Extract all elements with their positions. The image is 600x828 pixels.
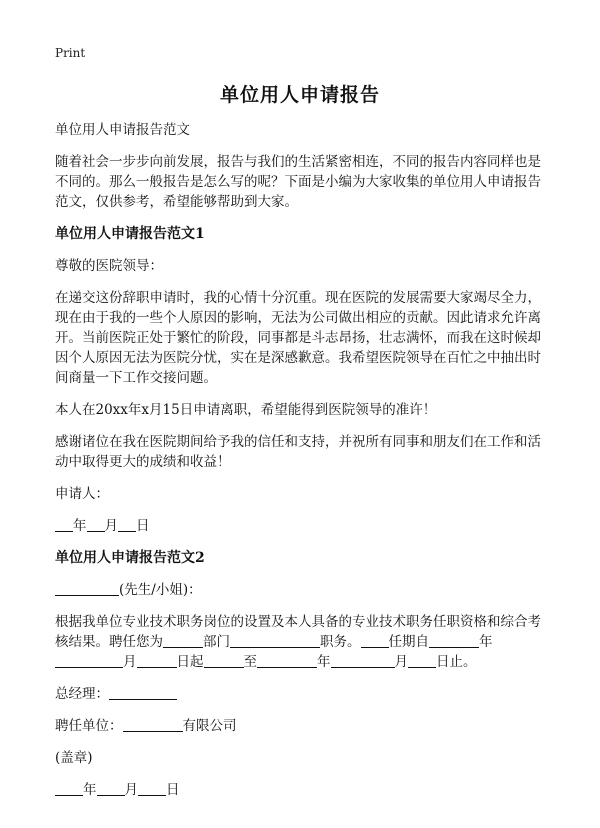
sample2-salutation	[55, 580, 550, 600]
blank	[97, 781, 125, 796]
document-title: 单位用人申请报告	[219, 84, 380, 106]
month-label: 月	[104, 518, 118, 534]
blank	[55, 517, 73, 532]
intro-paragraph: 随着社会一步步向前发展，报告与我们的生活紧密相连，不同的报告内容同样也是不同的。那么一般报告是怎么写的呢？下面是小编为大家收集的单位用人申请报告范文，仅供参考，希望能够帮助到大家。	[55, 154, 541, 210]
document-body	[55, 120, 550, 812]
sample2-body-paragraph	[55, 612, 550, 672]
blank	[429, 633, 479, 648]
blank	[118, 517, 136, 532]
sample1-paragraph-1: 在递交这份辞职申请时，我的心情十分沉重。现在医院的发展需要大家竭尽全力，现在由于我的一些个人原因的影响，无法为公司做出相应的贡献。因此请求允许离开。当前医院正处于繁忙的阶段，同事都是斗志昂扬，壮志满怀，而我在这时候却因个人原因无法为医院分忧，实在是深感歉意。我希望医院领导在百忙之中抽出时间商量一下工作交接问题。	[55, 290, 541, 386]
blank	[137, 653, 177, 668]
blank	[163, 633, 203, 648]
intro-subtitle: 单位用人申请报告范文	[55, 122, 190, 138]
blank	[109, 685, 177, 700]
day-label: 日	[136, 518, 150, 534]
blank	[55, 781, 83, 796]
manager-label: 总经理：	[55, 686, 109, 702]
blank	[408, 653, 436, 668]
month-label: 月	[394, 654, 408, 670]
print-link[interactable]: Print	[55, 46, 86, 60]
sample1-paragraph-2: 本人在20xx年x月15日申请离职，希望能得到医院领导的准许！	[55, 402, 437, 418]
body-text: 根据我单位专业技术职务岗位的设置及本人具备的专业技术职务任职资格和综合考核结果。聘任您为	[55, 614, 541, 650]
term-label: 任期自	[388, 634, 429, 650]
employer-label: 聘任单位：	[55, 718, 123, 734]
sample1-applicant: 申请人：	[55, 486, 109, 502]
blank	[55, 581, 119, 596]
month-label: 月	[123, 654, 137, 670]
year-label: 年	[83, 782, 97, 798]
company-suffix: 有限公司	[182, 718, 237, 734]
sample1-paragraph-3: 感谢诸位在我在医院期间给予我的信任和支持，并祝所有同事和朋友们在工作和活动中取得更大的成绩和收益！	[55, 434, 541, 470]
sample1-salutation: 尊敬的医院领导：	[55, 258, 163, 274]
to-label: 至	[243, 654, 257, 670]
blank	[87, 517, 105, 532]
dept-label: 部门	[203, 634, 230, 650]
blank	[257, 653, 317, 668]
post-label: 职务。	[320, 634, 361, 650]
sample2-employer	[55, 716, 550, 736]
sample2-seal: (盖章)	[55, 750, 93, 766]
year-label: 年	[317, 654, 331, 670]
day-from-label: 日起	[176, 654, 204, 670]
sample2-heading: 单位用人申请报告范文2	[55, 550, 205, 566]
end-label: 日止。	[436, 654, 477, 670]
year-label: 年	[73, 518, 87, 534]
month-label: 月	[124, 782, 138, 798]
sample1-heading: 单位用人申请报告范文1	[55, 226, 205, 242]
blank	[331, 653, 395, 668]
sample2-date-line	[55, 780, 550, 800]
day-label: 日	[166, 782, 180, 798]
blank	[230, 633, 320, 648]
salutation-suffix: (先生/小姐)：	[119, 582, 202, 598]
blank	[138, 781, 166, 796]
blank	[204, 653, 244, 668]
blank	[123, 717, 183, 732]
blank	[55, 653, 123, 668]
year-label: 年	[479, 634, 493, 650]
sample2-manager	[55, 684, 550, 704]
sample1-date-line	[55, 516, 550, 536]
blank	[361, 633, 389, 648]
